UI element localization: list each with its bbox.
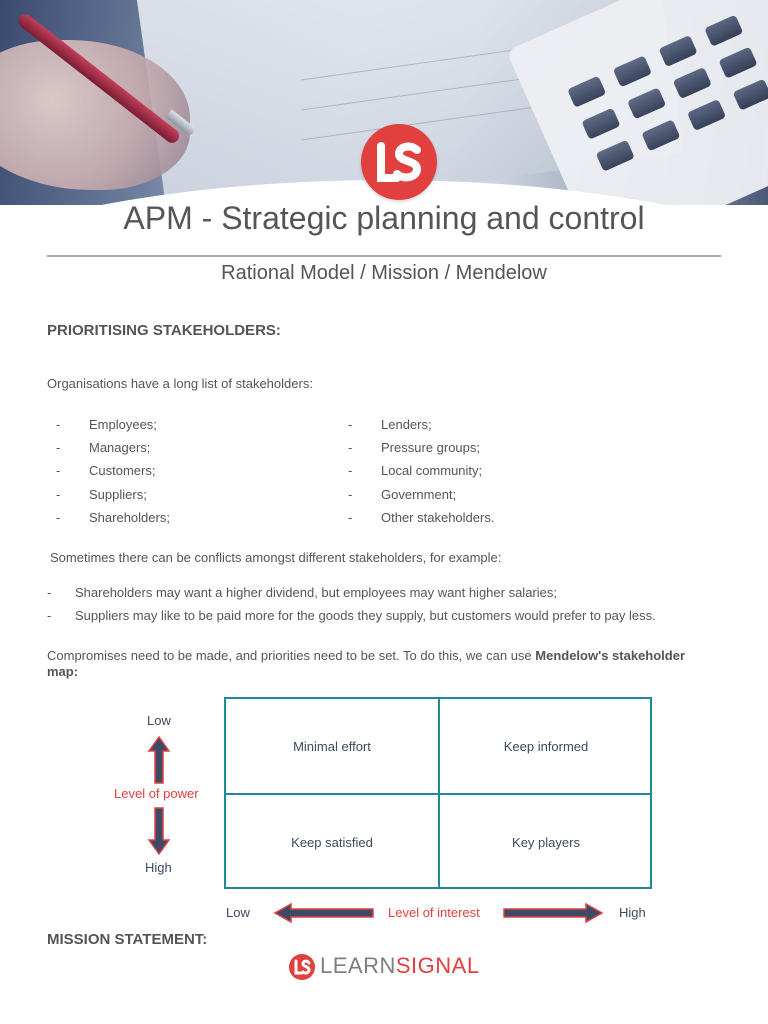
footer-brand-learn: LEARN	[320, 953, 396, 978]
stakeholder-item	[348, 413, 494, 436]
power-axis-high: High	[145, 860, 172, 875]
footer-ls-logo-icon	[288, 953, 316, 981]
conflict-item	[47, 581, 656, 604]
conflict-list	[47, 581, 656, 627]
compromise-bold-term: Mendelow's stakeholder	[535, 648, 686, 663]
matrix-cell-key-players: Key players	[512, 834, 580, 850]
calculator-key	[673, 67, 712, 99]
title-divider	[47, 255, 721, 257]
compromise-text: Compromises need to be made, and priorities need to be set. To do this, we can use	[47, 648, 536, 663]
stakeholder-item-text: Pressure groups;	[381, 440, 480, 456]
page-title: APM - Strategic planning and control	[123, 200, 645, 236]
power-up-arrow-icon	[147, 735, 171, 785]
stakeholder-item	[56, 413, 170, 436]
ls-logo-icon	[361, 124, 437, 200]
page-subtitle: Rational Model / Mission / Mendelow	[221, 262, 547, 284]
interest-axis-high: High	[619, 905, 646, 920]
calculator-key	[733, 79, 768, 111]
conflict-item-text: Suppliers may like to be paid more for the goods they supply, but customers would prefer to pay less.	[75, 608, 656, 623]
list-bullet: -	[348, 509, 353, 525]
calculator-key	[687, 99, 726, 131]
matrix-cell-keep-satisfied: Keep satisfied	[291, 834, 373, 850]
interest-right-arrow-icon	[502, 902, 604, 924]
stakeholder-item-text: Suppliers;	[89, 486, 147, 502]
stakeholder-item	[348, 459, 494, 482]
list-bullet: -	[348, 463, 353, 479]
conflict-item-text: Shareholders may want a higher dividend, but employees may want higher salaries;	[75, 585, 557, 600]
stakeholder-item-text: Local community;	[381, 463, 483, 479]
interest-axis-low: Low	[226, 905, 250, 920]
interest-axis-label: Level of interest	[388, 905, 480, 920]
list-bullet: -	[56, 463, 61, 479]
compromise-bold-map: map:	[47, 664, 79, 679]
list-bullet: -	[56, 440, 61, 456]
section-heading-prioritising: PRIORITISING STAKEHOLDERS:	[47, 322, 281, 339]
list-bullet: -	[47, 608, 52, 623]
conflict-intro: Sometimes there can be conflicts amongst different stakeholders, for example:	[50, 550, 502, 565]
stakeholder-item	[348, 483, 494, 506]
list-bullet: -	[348, 417, 353, 432]
stakeholder-item	[56, 436, 170, 459]
stakeholder-item-text: Managers;	[89, 440, 151, 456]
stakeholder-item-text: Employees;	[89, 417, 157, 432]
interest-left-arrow-icon	[273, 902, 375, 924]
list-bullet: -	[348, 440, 353, 456]
stakeholder-list-left	[56, 413, 170, 529]
list-bullet: -	[47, 585, 52, 600]
calculator-key	[718, 47, 757, 79]
calculator-key	[581, 108, 620, 140]
stakeholder-item	[348, 506, 494, 529]
footer-brand	[320, 952, 480, 980]
stakeholder-item	[56, 506, 170, 529]
power-axis-low: Low	[147, 713, 171, 728]
learnsignal-logo	[361, 124, 437, 200]
stakeholders-intro: Organisations have a long list of stakeholders:	[47, 376, 313, 391]
footer-brand-signal: SIGNAL	[395, 953, 480, 978]
matrix-cell-minimal-effort: Minimal effort	[293, 738, 371, 754]
stakeholder-item-text: Other stakeholders.	[381, 509, 495, 525]
calculator-key	[627, 87, 666, 119]
stakeholder-item-text: Lenders;	[381, 417, 432, 432]
section-heading-mission: MISSION STATEMENT:	[47, 931, 208, 948]
list-bullet: -	[348, 486, 353, 502]
calculator-key	[641, 119, 680, 151]
calculator-key	[596, 140, 635, 172]
stakeholder-item	[56, 459, 170, 482]
matrix-cell-keep-informed: Keep informed	[503, 738, 589, 754]
power-down-arrow-icon	[147, 806, 171, 856]
mendelow-matrix	[224, 697, 652, 889]
compromise-paragraph	[47, 648, 727, 680]
stakeholder-item-text: Government;	[381, 486, 457, 502]
stakeholder-item	[56, 483, 170, 506]
calculator-key	[613, 55, 652, 87]
conflict-item	[47, 604, 656, 627]
calculator-key	[567, 76, 606, 108]
list-bullet: -	[56, 486, 61, 502]
power-axis-label: Level of power	[114, 786, 199, 801]
stakeholder-list-right	[348, 413, 494, 529]
stakeholder-item-text: Customers;	[89, 463, 156, 479]
list-bullet: -	[56, 417, 61, 432]
stakeholder-item	[348, 436, 494, 459]
stakeholder-item-text: Shareholders;	[89, 509, 170, 525]
calculator-key	[658, 35, 697, 67]
list-bullet: -	[56, 509, 61, 525]
calculator-key	[704, 15, 743, 47]
